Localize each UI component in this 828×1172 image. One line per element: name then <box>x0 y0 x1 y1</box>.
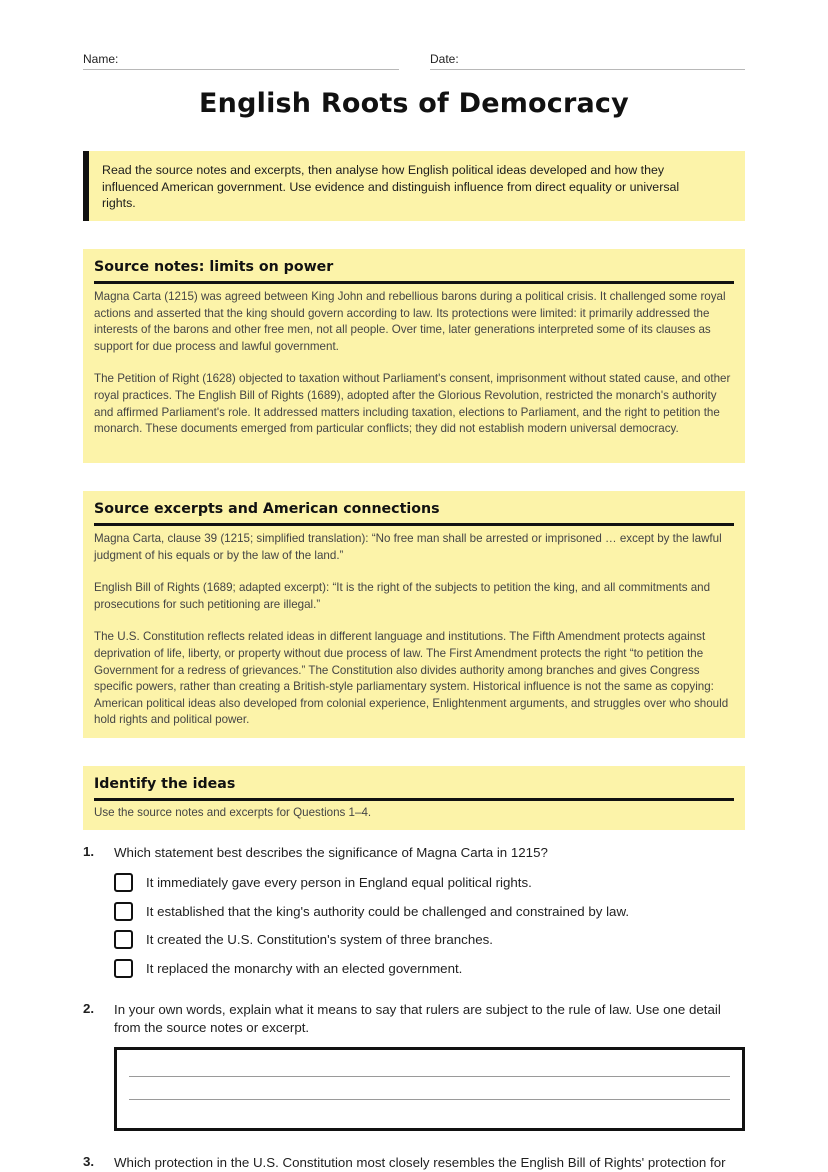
name-label: Name: <box>83 52 119 66</box>
answer-option-a[interactable] <box>114 873 714 895</box>
page-title: English Roots of Democracy <box>199 88 629 119</box>
checkbox[interactable] <box>114 873 133 892</box>
option-label: It replaced the monarchy with an elected government. <box>146 961 463 976</box>
source-notes-card <box>83 249 745 463</box>
name-line <box>83 69 399 70</box>
source-notes-paragraph-1: Magna Carta (1215) was agreed between King John and rebellious barons during a political crisis. It challenged some royal actions and asserted that the king should govern according to law. Its protections were limited: it primarily addressed the interests of the barons and other free men, not all people. Over time, later generations interpreted some of its clauses as support for due process and lawful government. <box>94 290 726 353</box>
question-text: Which statement best describes the significance of Magna Carta in 1215? <box>114 845 548 860</box>
excerpt-bill-of-rights: English Bill of Rights (1689; adapted excerpt): “It is the right of the subjects to petition the king, and all commitments and prosecutions for such petitioning are illegal.” <box>94 581 711 611</box>
checkbox[interactable] <box>114 902 133 921</box>
written-answer-box[interactable] <box>114 1047 745 1131</box>
source-notes-heading: Source notes: limits on power <box>94 249 734 284</box>
date-line <box>430 69 745 70</box>
question-number: 2. <box>83 1001 95 1016</box>
answer-option-c[interactable] <box>114 930 714 952</box>
date-label: Date: <box>430 52 459 66</box>
instructions-text: Read the source notes and excerpts, then analyse how English political ideas developed and how they influenced American government. Use evidence and distinguish influence from direct equality or universal rights. <box>102 163 680 211</box>
excerpt-us-constitution: The U.S. Constitution reflects related ideas in different language and institutions. The Fifth Amendment protects against deprivation of life, liberty, or property without due process of law. The First Amendment protects the right “to petition the Government for a redress of grievances.” The Constitution also divides authority among branches and gives Congress specific powers, rather than creating a British-style parliamentary system. Historical influence is not the same as copying: American political ideas also developed from colonial experience, Enlightenment arguments, and struggles over who should hold rights and political power. <box>94 630 729 727</box>
header-fields <box>83 52 745 72</box>
question-text: Which protection in the U.S. Constitution most closely resembles the English Bill of Rights' protection for <box>114 1155 726 1170</box>
date-field[interactable] <box>430 52 745 66</box>
name-field[interactable] <box>83 52 399 66</box>
identify-card <box>83 766 745 830</box>
answer-option-b[interactable] <box>114 902 714 924</box>
checkbox[interactable] <box>114 930 133 949</box>
question-text: In your own words, explain what it means to say that rulers are subject to the rule of law. Use one detail from the source notes or excerpt. <box>114 1002 721 1036</box>
writing-line <box>129 1099 730 1100</box>
identify-note: Use the source notes and excerpts for Questions 1–4. <box>94 806 372 819</box>
option-label: It immediately gave every person in England equal political rights. <box>146 875 532 890</box>
instructions-callout <box>83 151 745 221</box>
writing-line <box>129 1076 730 1077</box>
checkbox[interactable] <box>114 959 133 978</box>
source-excerpts-card <box>83 491 745 738</box>
question-number: 3. <box>83 1154 95 1169</box>
option-label: It established that the king's authority could be challenged and constrained by law. <box>146 904 630 919</box>
answer-option-d[interactable] <box>114 959 714 981</box>
option-label: It created the U.S. Constitution's system of three branches. <box>146 932 493 947</box>
source-excerpts-heading: Source excerpts and American connections <box>94 491 734 526</box>
identify-heading: Identify the ideas <box>94 766 734 801</box>
source-notes-paragraph-2: The Petition of Right (1628) objected to taxation without Parliament's consent, imprisonment without stated cause, and other royal practices. The English Bill of Rights (1689), adopted after the Glorious Revolution, restricted the monarch's authority and affirmed Parliament's role. It addressed matters including taxation, elections to Parliament, and the right to petition the monarch. These documents emerged from particular conflicts; they did not establish modern universal democracy. <box>94 372 731 436</box>
question-number: 1. <box>83 844 95 859</box>
excerpt-magna-carta: Magna Carta, clause 39 (1215; simplified translation): “No free man shall be arrested or imprisoned … except by the lawful judgment of his equals or by the law of the land.” <box>94 532 722 562</box>
